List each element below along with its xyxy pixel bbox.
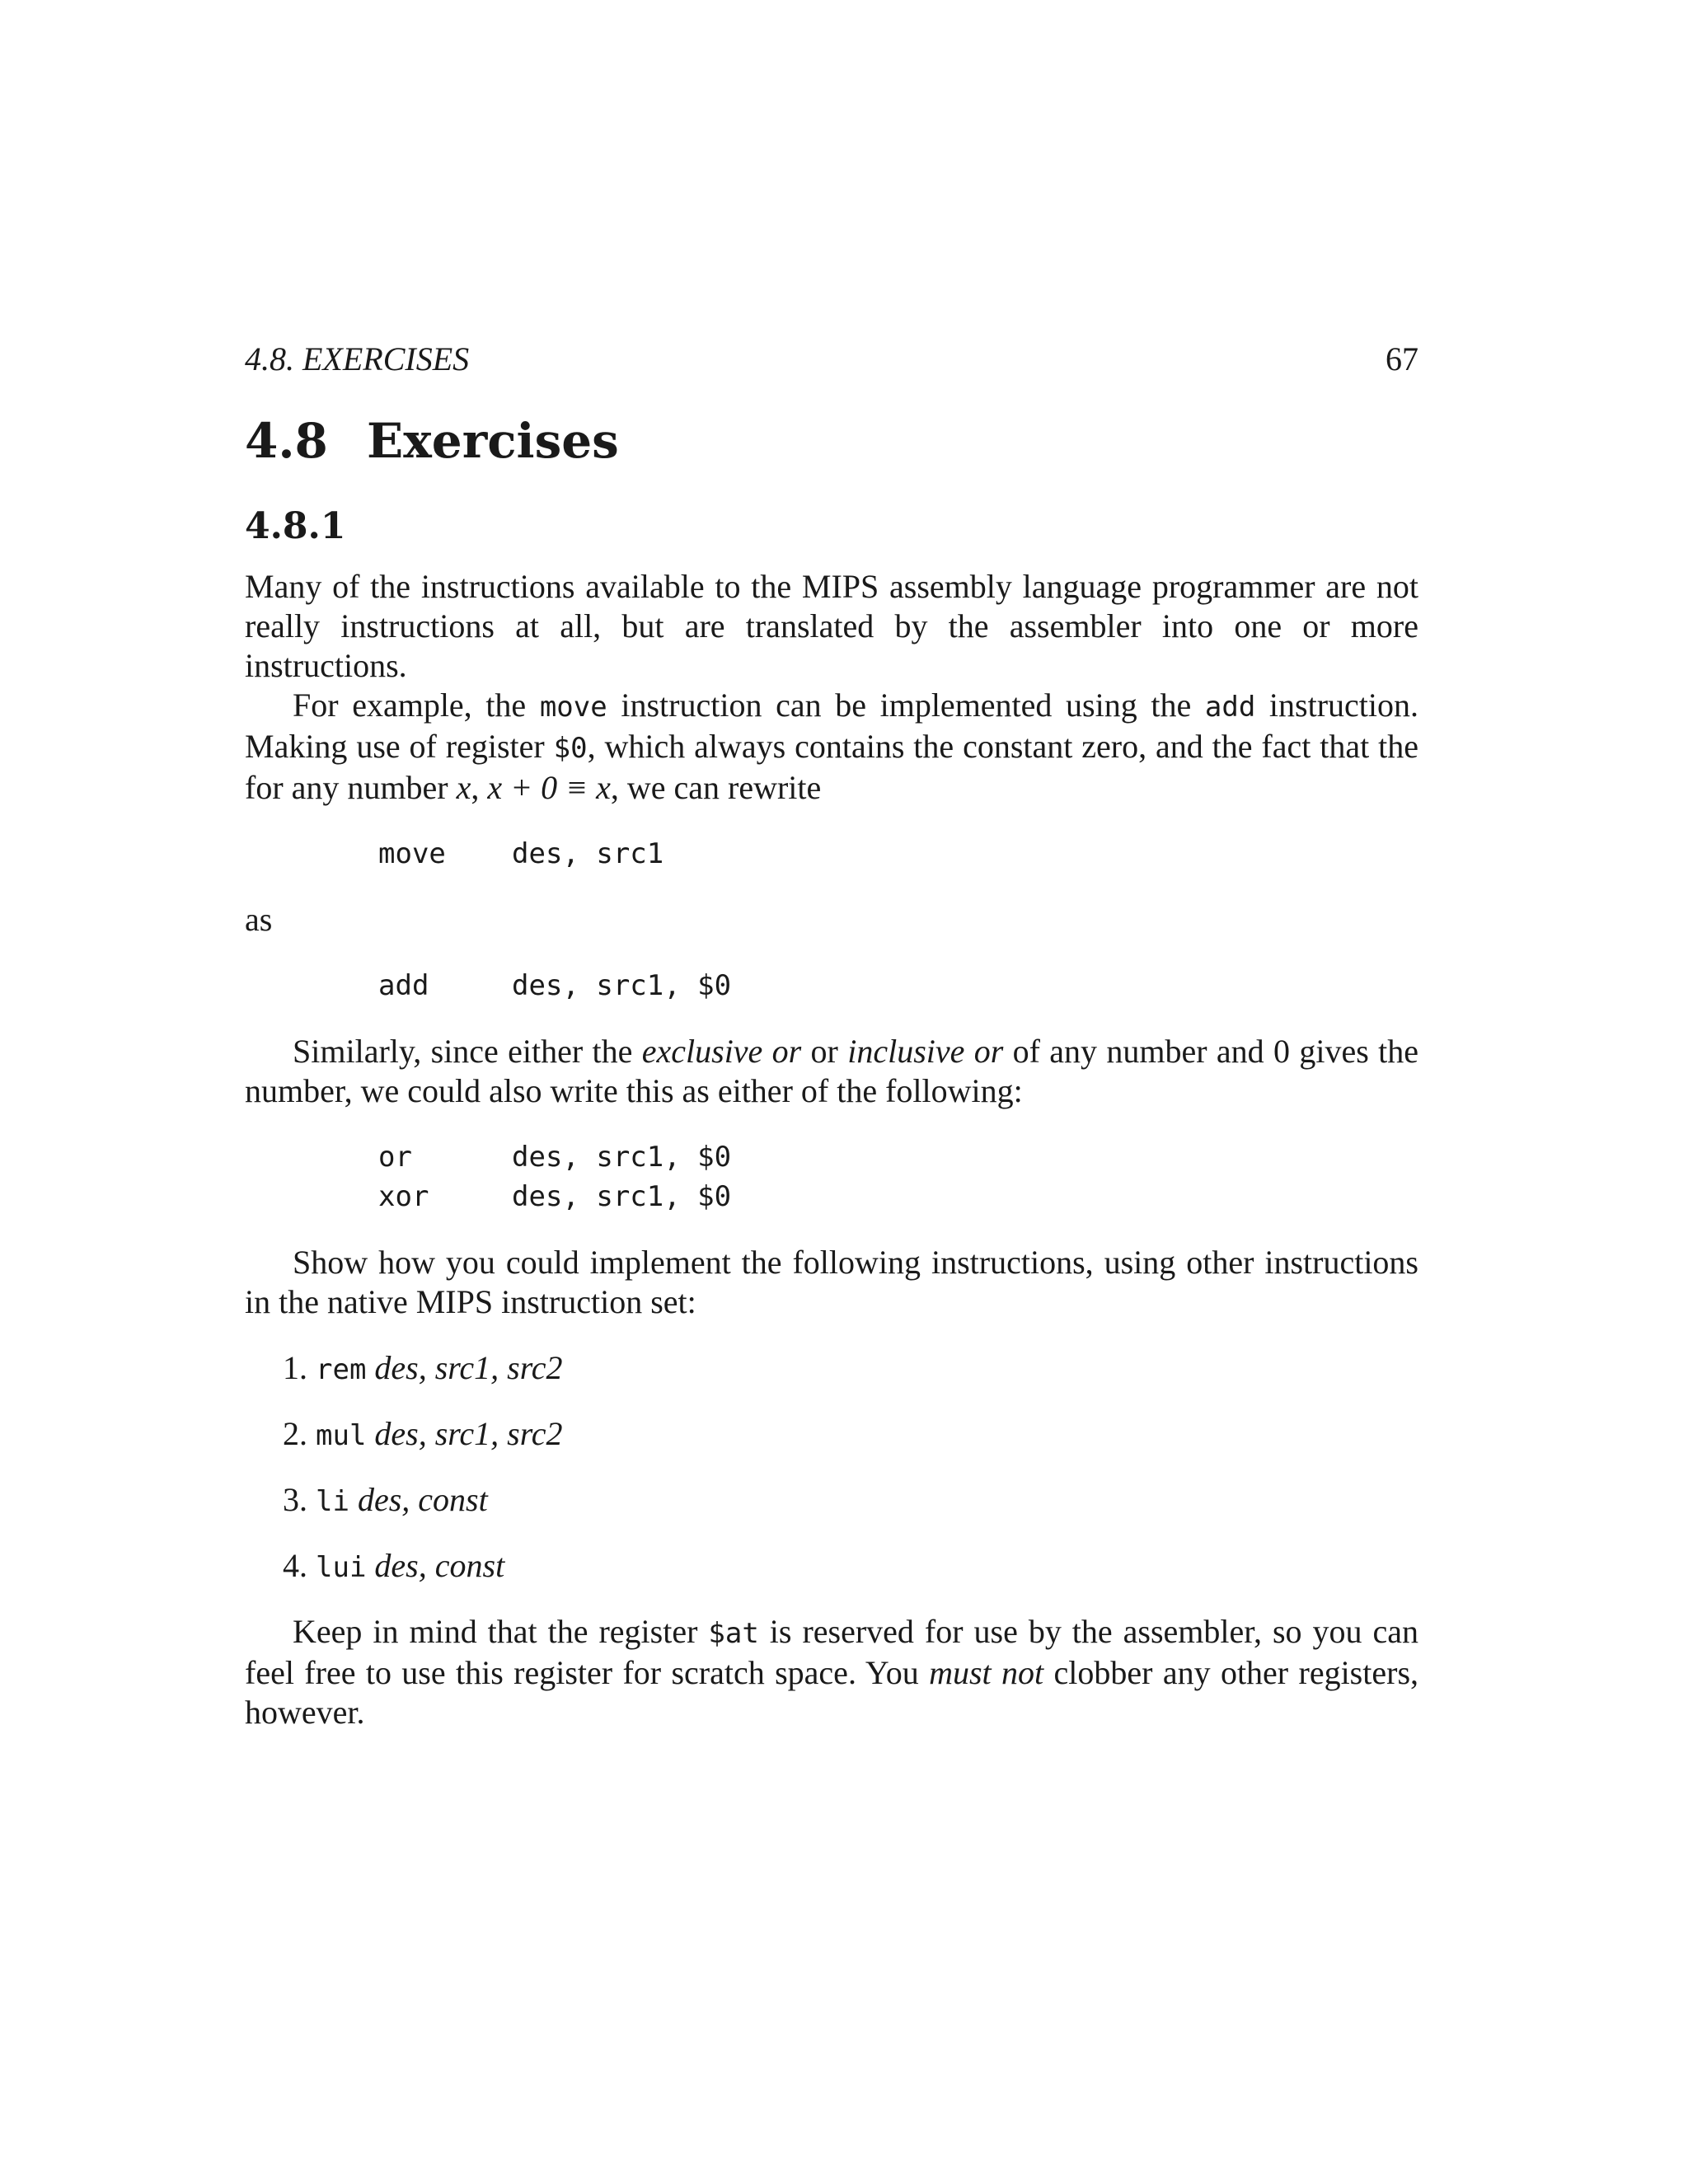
section-title: Exercises	[367, 413, 619, 469]
code-or-line	[378, 1137, 731, 1177]
code-op: xor	[378, 1180, 429, 1213]
text-run: , we can rewrite	[610, 769, 822, 806]
list-marker: 2.	[283, 1415, 307, 1452]
list-item	[283, 1546, 504, 1587]
code-op: add	[378, 969, 429, 1002]
text-run: of any number and 0 gives the number, we could also write this as either of the following:	[245, 1033, 1418, 1109]
emphasis-inclusive-or: inclusive or	[847, 1033, 1004, 1070]
paragraph-at-register	[245, 1612, 1418, 1732]
list-item	[283, 1414, 563, 1455]
text-run: Similarly, since either the	[293, 1033, 642, 1070]
list-marker: 4.	[283, 1547, 307, 1584]
list-marker: 3.	[283, 1481, 307, 1518]
list-args: des, const	[374, 1547, 505, 1584]
subsection-heading: 4.8.1	[245, 505, 346, 547]
text-run: Keep in mind that the register	[293, 1613, 709, 1650]
list-item	[283, 1348, 563, 1390]
math-identity: x + 0 ≡ x	[487, 769, 611, 806]
list-op: li	[316, 1485, 349, 1518]
inline-code-add: add	[1204, 691, 1256, 724]
section-heading	[245, 412, 619, 470]
text-run: or	[801, 1033, 848, 1070]
list-args: des, src1, src2	[374, 1415, 563, 1452]
emphasis-must-not: must not	[929, 1654, 1044, 1691]
inline-code-at-register: $at	[708, 1617, 759, 1650]
list-op: rem	[316, 1353, 367, 1386]
list-marker: 1.	[283, 1349, 307, 1386]
text-run: is reserved for use by the assembler, so you can feel free to use this register for scratch space. You	[245, 1613, 1419, 1691]
code-op: move	[378, 837, 446, 870]
code-args: des, src1, $0	[512, 1180, 732, 1213]
text-run: instruction. Making use of register	[245, 687, 1419, 765]
text-run: For example, the	[293, 687, 540, 724]
section-number: 4.8	[245, 413, 328, 469]
running-title: 4.8. EXERCISES	[245, 340, 470, 377]
list-args: des, src1, src2	[374, 1349, 563, 1386]
code-move-line	[378, 834, 663, 874]
page-number: 67	[1386, 340, 1418, 377]
text-run: instruction can be implemented using the	[607, 687, 1205, 724]
code-args: des, src1, $0	[512, 1141, 732, 1174]
code-args: des, src1, $0	[512, 969, 732, 1002]
inline-code-zero-register: $0	[553, 732, 588, 765]
code-add-line	[378, 966, 731, 1005]
list-item	[283, 1480, 488, 1521]
list-op: mul	[316, 1419, 367, 1452]
math-variable: x	[456, 769, 471, 806]
as-text: as	[245, 901, 273, 938]
text-run: clobber any other registers, however.	[245, 1654, 1419, 1731]
list-args: des, const	[357, 1481, 488, 1518]
paragraph-task: Show how you could implement the following instructions, using other instructions in the native MIPS instruction set:	[245, 1244, 1418, 1320]
paragraph-or-xor	[245, 1032, 1418, 1111]
list-op: lui	[316, 1551, 367, 1584]
code-args: des, src1	[512, 837, 664, 870]
emphasis-exclusive-or: exclusive or	[641, 1033, 802, 1070]
running-header	[245, 340, 1418, 379]
text-run: , which always contains the constant zero, and the fact that the for any number	[245, 728, 1419, 806]
paragraph-move-example	[245, 686, 1418, 808]
code-xor-line	[378, 1177, 731, 1216]
text-run: ,	[471, 769, 488, 806]
code-op: or	[378, 1141, 412, 1174]
inline-code-move: move	[539, 691, 607, 724]
paragraph-intro: Many of the instructions available to the MIPS assembly language programmer are not really instructions at all, but are translated by the assembler into one or more instructions.	[245, 568, 1418, 684]
